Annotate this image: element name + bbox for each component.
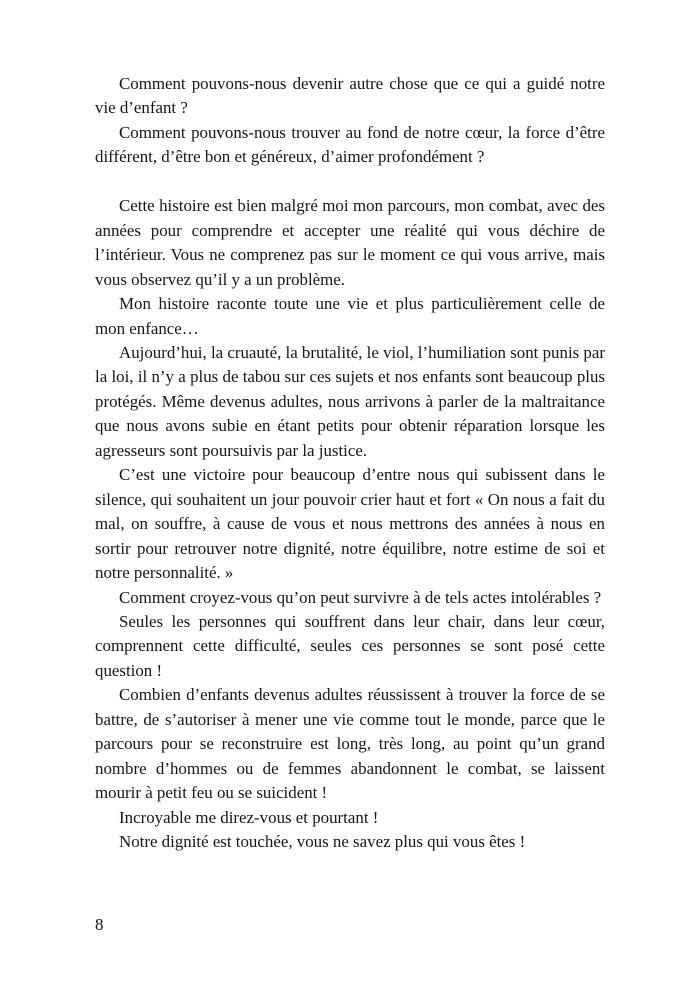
paragraph: Comment croyez-vous qu’on peut survivre à de tels actes intolérables ? <box>119 587 602 607</box>
paragraph: C’est une victoire pour beaucoup d’entre nous qui subissent dans le silence, qui souhaitent un jour pouvoir crier haut et fort « On nous a fait du mal, on souffre, à cause de vous et nous mettrons des années à nous en sortir pour retrouver notre dignité, notre équilibre, notre estime de soi et notre personnalité. » <box>95 465 605 583</box>
paragraph: Combien d’enfants devenus adultes réussissent à trouver la force de se battre, de s’autoriser à mener une vie comme tout le monde, parce que le parcours pour se reconstruire est long, très long, au point qu’un grand nombre d’hommes ou de femmes abandonnent le combat, se laissent mourir à petit feu ou se suicident ! <box>95 685 605 803</box>
paragraph: Incroyable me direz-vous et pourtant ! <box>119 807 379 827</box>
page-number: 8 <box>95 915 104 934</box>
paragraph: Cette histoire est bien malgré moi mon parcours, mon combat, avec des années pour comprendre et accepter une réalité qui vous déchire de l’intérieur. Vous ne comprenez pas sur le moment ce qui vous arrive, mais vous observez qu’il y a un problème. <box>95 196 605 289</box>
paragraph: Seules les personnes qui souffrent dans leur chair, dans leur cœur, comprennent cette difficulté, seules ces personnes se sont posé cette question ! <box>95 611 605 680</box>
paragraph: Comment pouvons-nous devenir autre chose que ce qui a guidé notre vie d’enfant ? <box>95 74 605 118</box>
paragraph: Mon histoire raconte toute une vie et plus particulièrement celle de mon enfance… <box>95 294 605 338</box>
paragraph: Comment pouvons-nous trouver au fond de notre cœur, la force d’être différent, d’être bon et généreux, d’aimer profondément ? <box>95 122 605 167</box>
paragraph: Aujourd’hui, la cruauté, la brutalité, le viol, l’humiliation sont punis par la loi, il n’y a plus de tabou sur ces sujets et nos enfants sont beaucoup plus protégés. Même devenus adultes, nous arrivons à parler de la maltraitance que nous avons subie en étant petits pour obtenir réparation lorsque les agresseurs sont poursuivis par la justice. <box>95 342 605 460</box>
paragraph: Notre dignité est touchée, vous ne savez plus qui vous êtes ! <box>119 832 526 852</box>
body-text <box>95 72 605 854</box>
